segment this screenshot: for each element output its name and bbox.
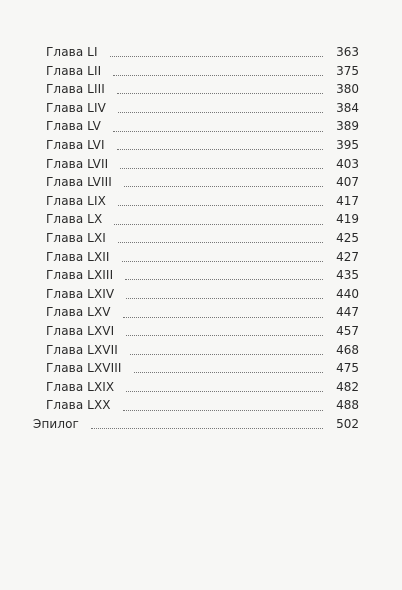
table-of-contents <box>0 43 402 433</box>
toc-entry-page-number: 380 <box>336 82 359 97</box>
toc-entry-title: Глава LXVI <box>46 323 115 338</box>
toc-entry-title: Глава LXVII <box>46 342 118 357</box>
dot-leader <box>134 371 323 373</box>
toc-entry <box>0 229 402 248</box>
toc-entry-page-number: 395 <box>336 137 359 152</box>
toc-entry <box>0 396 402 415</box>
toc-entry-title: Глава LI <box>46 45 98 59</box>
toc-entry-page-number: 440 <box>336 286 359 301</box>
toc-entry-page-number: 475 <box>336 361 359 376</box>
toc-entry-title: Глава LXIX <box>46 379 115 394</box>
toc-entry <box>0 136 402 155</box>
toc-entry-page-number: 403 <box>336 156 359 171</box>
toc-entry-title: Глава LXII <box>46 249 110 264</box>
toc-entry <box>0 248 402 267</box>
toc-entry-page-number: 417 <box>336 193 359 208</box>
toc-entry-title: Глава LX <box>46 212 103 227</box>
toc-entry <box>0 322 402 341</box>
toc-entry <box>0 285 402 304</box>
dot-leader <box>123 409 323 411</box>
dot-leader <box>130 353 323 355</box>
toc-entry-page-number: 407 <box>336 175 359 190</box>
toc-entry <box>0 43 402 62</box>
toc-entry <box>0 303 402 322</box>
toc-entry-title: Глава LXI <box>46 230 106 245</box>
dot-leader <box>118 204 323 206</box>
toc-entry-page-number: 447 <box>336 305 359 320</box>
dot-leader <box>126 297 323 299</box>
toc-entry-title: Глава LVIII <box>46 175 112 190</box>
toc-entry-page-number: 425 <box>336 230 359 245</box>
toc-entry <box>0 359 402 378</box>
toc-entry-title: Глава LXIII <box>46 268 114 283</box>
dot-leader <box>124 185 323 187</box>
toc-entry-page-number: 419 <box>336 212 359 227</box>
dot-leader <box>113 74 323 76</box>
toc-entry-title: Глава LXX <box>46 398 111 413</box>
toc-entry <box>0 210 402 229</box>
toc-entry-title: Глава LVII <box>46 156 109 171</box>
dot-leader <box>110 55 323 57</box>
toc-entry <box>0 62 402 81</box>
toc-entry-title: Глава LIII <box>46 82 105 97</box>
toc-entry-page-number: 389 <box>336 119 359 134</box>
toc-entry <box>0 341 402 360</box>
toc-entry-title: Эпилог <box>33 416 79 431</box>
dot-leader <box>126 334 323 336</box>
toc-entry-page-number: 457 <box>336 323 359 338</box>
dot-leader <box>117 92 323 94</box>
toc-entry-page-number: 502 <box>336 416 359 431</box>
dot-leader <box>126 390 323 392</box>
toc-entry-page-number: 427 <box>336 249 359 264</box>
toc-entry <box>0 378 402 397</box>
toc-entry <box>0 99 402 118</box>
toc-entry-page-number: 375 <box>336 63 359 78</box>
dot-leader <box>117 148 323 150</box>
dot-leader <box>120 167 323 169</box>
dot-leader <box>118 111 323 113</box>
toc-entry-epilogue <box>0 415 402 434</box>
toc-entry-title: Глава LIV <box>46 100 106 115</box>
toc-entry <box>0 80 402 99</box>
toc-entry-title: Глава LV <box>46 119 101 134</box>
toc-entry-title: Глава LII <box>46 63 102 78</box>
dot-leader <box>123 316 323 318</box>
toc-entry <box>0 173 402 192</box>
toc-entry-page-number: 488 <box>336 398 359 413</box>
toc-entry-page-number: 482 <box>336 379 359 394</box>
toc-entry <box>0 117 402 136</box>
toc-entry-page-number: 435 <box>336 268 359 283</box>
toc-entry-page-number: 363 <box>336 45 359 59</box>
toc-entry-title: Глава LVI <box>46 137 105 152</box>
toc-entry-page-number: 384 <box>336 100 359 115</box>
dot-leader <box>113 130 323 132</box>
dot-leader <box>91 427 323 429</box>
dot-leader <box>118 241 323 243</box>
toc-entry-title: Глава LIX <box>46 193 106 208</box>
dot-leader <box>125 278 323 280</box>
toc-entry-title: Глава LXIV <box>46 286 115 301</box>
toc-entry <box>0 266 402 285</box>
dot-leader <box>114 223 323 225</box>
dot-leader <box>122 260 323 262</box>
toc-entry <box>0 192 402 211</box>
toc-entry-page-number: 468 <box>336 342 359 357</box>
toc-entry-title: Глава LXVIII <box>46 361 122 376</box>
toc-entry <box>0 155 402 174</box>
toc-entry-title: Глава LXV <box>46 305 111 320</box>
